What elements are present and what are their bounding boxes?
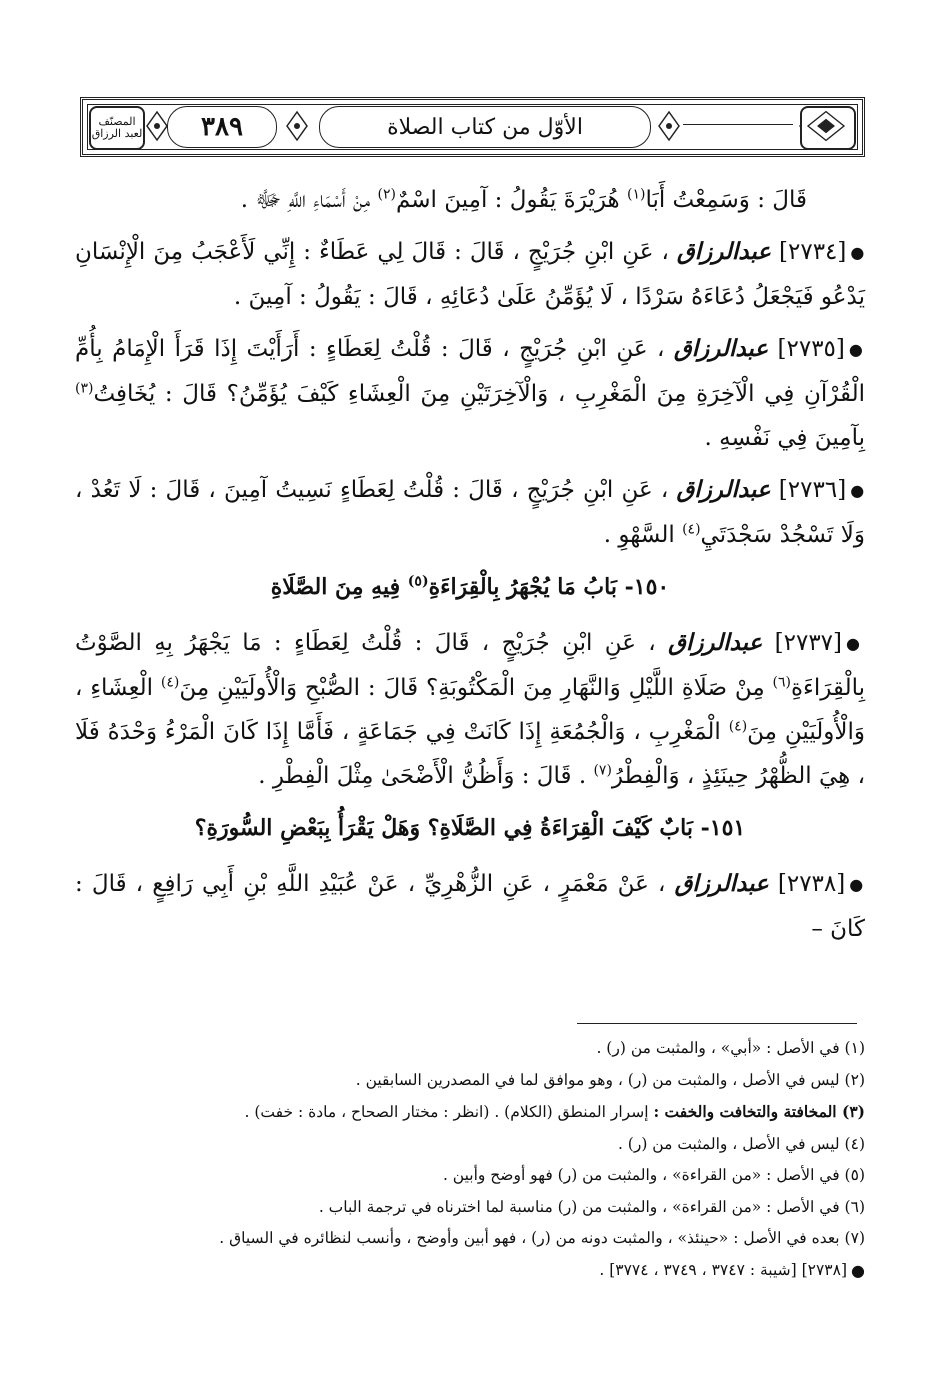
ornament-icon bbox=[145, 109, 169, 143]
narrator-name: عبدالرزاق bbox=[674, 870, 769, 897]
footnote-ref: (٤) bbox=[160, 674, 180, 691]
page-number: ٣٨٩ bbox=[167, 106, 277, 148]
bullet-icon: ● bbox=[850, 243, 866, 262]
footnote: (٥) في الأصل : «من القراءة» ، والمثبت من (ر) فهو أوضح وأبين . bbox=[442, 1166, 865, 1184]
hadith-number: [٢٧٣٦] bbox=[778, 477, 847, 503]
hadith-text: ، عَنِ ابْنِ جُرَيْجٍ ، قَالَ : قُلْتُ لِعَطَاءٍ نَسِيتُ آمِينَ ، قَالَ : لَا تَعُدْ ، وَلَا تَسْجُدْ سَجْدَتَيِ bbox=[75, 477, 865, 548]
bullet-icon: ● bbox=[846, 634, 866, 653]
footnote-ref: (٦) bbox=[772, 674, 791, 691]
footnote: (٤) ليس في الأصل ، والمثبت من (ر) . bbox=[617, 1134, 865, 1153]
ornament-icon bbox=[802, 108, 850, 144]
book-emblem bbox=[89, 106, 145, 150]
footnote-ref: (١) bbox=[626, 186, 646, 203]
footnote-divider bbox=[577, 1023, 857, 1024]
hadith-text: ، عَنِ ابْنِ جُرَيْجٍ ، قَالَ : قَالَ لِي عَطَاءٌ : إِنِّي لَأَعْجَبُ مِنَ الْإِنْسَانِ يَدْعُو فَيَجْعَلُ دُعَاءَهُ سَرْدًا ، لَا يُؤَمِّنُ عَلَىٰ دُعَائِهِ ، قَالَ : يَقُولُ : آمِينَ . bbox=[75, 239, 865, 310]
book-emblem-text: المصنّف لعبد الرزاق bbox=[91, 115, 143, 140]
footnote: (٦) في الأصل : «من القراءة» ، والمثبت من (ر) مناسبة لما اخترناه في ترجمة الباب . bbox=[318, 1197, 865, 1216]
bullet-icon: ● bbox=[849, 875, 866, 894]
hadith-2738 bbox=[75, 862, 865, 951]
bullet-icon: ● bbox=[851, 1260, 865, 1280]
footnote-ref: (٤) bbox=[682, 521, 701, 538]
footnote-ref: (٢) bbox=[377, 186, 396, 203]
ornament-icon bbox=[285, 109, 309, 143]
footnote: (١) في الأصل : «أبي» ، والمثبت من (ر) . bbox=[596, 1039, 865, 1057]
hadith-number: [٢٧٣٤] bbox=[779, 239, 847, 265]
hadith-2735: ●[٢٧٣٥] عبدالرزاق ، عَنِ ابْنِ جُرَيْجٍ ، قَالَ : قُلْتُ لِعَطَاءٍ : أَرَأَيْتَ إِذَا قَرَأَ الْإِمَامُ بِأُمِّ الْقُرْآنِ فِي الْآخِرَةِ مِنَ الْمَغْرِبِ ، وَالْآخِرَتَيْنِ مِنَ الْعِشَاءِ كَيْفَ يُؤَمِّنُ؟ قَالَ : يُخَافِتُ$^{(٣)}$ بِآمِينَ فِي نَفْسِهِ . bbox=[75, 335, 865, 451]
footnote: (٣) المخافتة والتخافت والخفت : إسرار المنطق (الكلام) . (انظر : مختار الصحاح ، مادة : خفت) . bbox=[244, 1102, 865, 1121]
narrator-name: عبدالرزاق bbox=[676, 476, 771, 503]
footnotes bbox=[75, 1033, 865, 1286]
narrator-name: عبدالرزاق bbox=[676, 238, 772, 265]
narrator-name: عبدالرزاق bbox=[673, 335, 769, 362]
footnote: (٧) بعده في الأصل : «حينئذ» ، والمثبت دونه من (ر) ، فهو أبين وأوضح ، وأنسب لنظائره في السياق . bbox=[219, 1229, 865, 1247]
footnote-ref: (٥) bbox=[407, 573, 429, 590]
page-header bbox=[80, 97, 865, 157]
hadith-text: ، عَنْ مَعْمَرٍ ، عَنِ الزُّهْرِيِّ ، عَنْ عُبَيْدِ اللَّهِ بْنِ أَبِي رَافِعٍ ، قَالَ : كَانَ – bbox=[75, 871, 865, 942]
ornament-icon bbox=[657, 109, 681, 143]
hadith-2734 bbox=[75, 230, 865, 319]
footnote-ref: (٧) bbox=[593, 762, 612, 779]
hadith-2736: ●[٢٧٣٦] عبدالرزاق ، عَنِ ابْنِ جُرَيْجٍ ، قَالَ : قُلْتُ لِعَطَاءٍ نَسِيتُ آمِينَ ، قَالَ : لَا تَعُدْ ، وَلَا تَسْجُدْ سَجْدَتَيِ$^{(٤)}$ السَّهْوِ . bbox=[75, 476, 866, 548]
chapter-heading-150: ١٥٠- بَابُ مَا يُجْهَرُ بِالْقِرَاءَةِ$^{(٥)}$ فِيهِ مِنَ الصَّلَاةِ bbox=[270, 573, 670, 600]
book-emblem-right bbox=[800, 106, 856, 150]
hadith-number: [٢٧٣٥] bbox=[777, 336, 845, 362]
footnote-ref: (٤) bbox=[728, 718, 748, 735]
chapter-heading-151: ١٥١- بَابٌ كَيْفَ الْقِرَاءَةُ فِي الصَّلَاةِ؟ وَهَلْ يَقْرَأُ بِبَعْضِ السُّورَةِ؟ bbox=[194, 815, 746, 841]
bullet-icon: ● bbox=[848, 340, 865, 359]
paragraph: قَالَ : وَسَمِعْتُ أَبَا$^{(١)}$ هُرَيْرَةَ يَقُولُ : آمِينَ اسْمٌ$^{(٢)}$ مِنْ أَسْمَاءِ اللَّهِ ﷻ . bbox=[240, 186, 807, 213]
running-title: الأوّل من كتاب الصلاة bbox=[319, 106, 651, 148]
hadith-number: [٢٧٣٧] bbox=[774, 630, 843, 656]
header-divider bbox=[683, 124, 793, 125]
bullet-icon: ● bbox=[850, 481, 866, 500]
narrator-name: عبدالرزاق bbox=[668, 629, 763, 656]
main-text bbox=[75, 178, 865, 959]
footnote: (٢) ليس في الأصل ، والمثبت من (ر) ، وهو موافق لما في المصدرين السابقين . bbox=[355, 1070, 865, 1089]
hadith-number: [٢٧٣٨] bbox=[777, 871, 846, 897]
hadith-2737: ●[٢٧٣٧] عبدالرزاق ، عَنِ ابْنِ جُرَيْجٍ ، قَالَ : قُلْتُ لِعَطَاءٍ : مَا يَجْهَرُ بِهِ الصَّوْتُ بِالْقِرَاءَةِ$^{(٦)}$ مِنْ صَلَاةِ اللَّيْلِ وَالنَّهَارِ مِنَ الْمَكْتُوبَةِ؟ قَالَ : الصُّبْحِ وَالْأُولَيَيْنِ مِنَ$^{(٤)}$ الْعِشَاءِ ، وَالْأُولَيَيْنِ مِنَ$^{(٤)}$ الْمَغْرِبِ ، وَالْجُمُعَةِ إِذَا كَانَتْ فِي جَمَاعَةٍ ، فَأَمَّا إِذَا كَانَ الْمَرْءُ وَحْدَهُ فَلَا ، هِيَ الظُّهْرُ حِينَئِذٍ ، وَالْفِطْرُ$^{(٧)}$ . قَالَ : وَأَظُنُّ الْأَضْحَىٰ مِثْلَ الْفِطْرِ . bbox=[75, 629, 866, 789]
source-reference: ●[٢٧٣٨] [شيبة : ٣٧٤٧ ، ٣٧٤٩ ، ٣٧٧٤] . bbox=[599, 1260, 865, 1280]
footnote-ref: (٣) bbox=[75, 380, 94, 397]
hadith-text: ، عَنِ ابْنِ جُرَيْجٍ ، قَالَ : قُلْتُ لِعَطَاءٍ : أَرَأَيْتَ إِذَا قَرَأَ الْإِمَامُ بِأُمِّ الْقُرْآنِ فِي الْآخِرَةِ مِنَ الْمَغْرِبِ ، وَالْآخِرَتَيْنِ مِنَ الْعِشَاءِ كَيْفَ يُؤَمِّنُ؟ قَالَ : يُخَافِتُ bbox=[75, 336, 865, 407]
